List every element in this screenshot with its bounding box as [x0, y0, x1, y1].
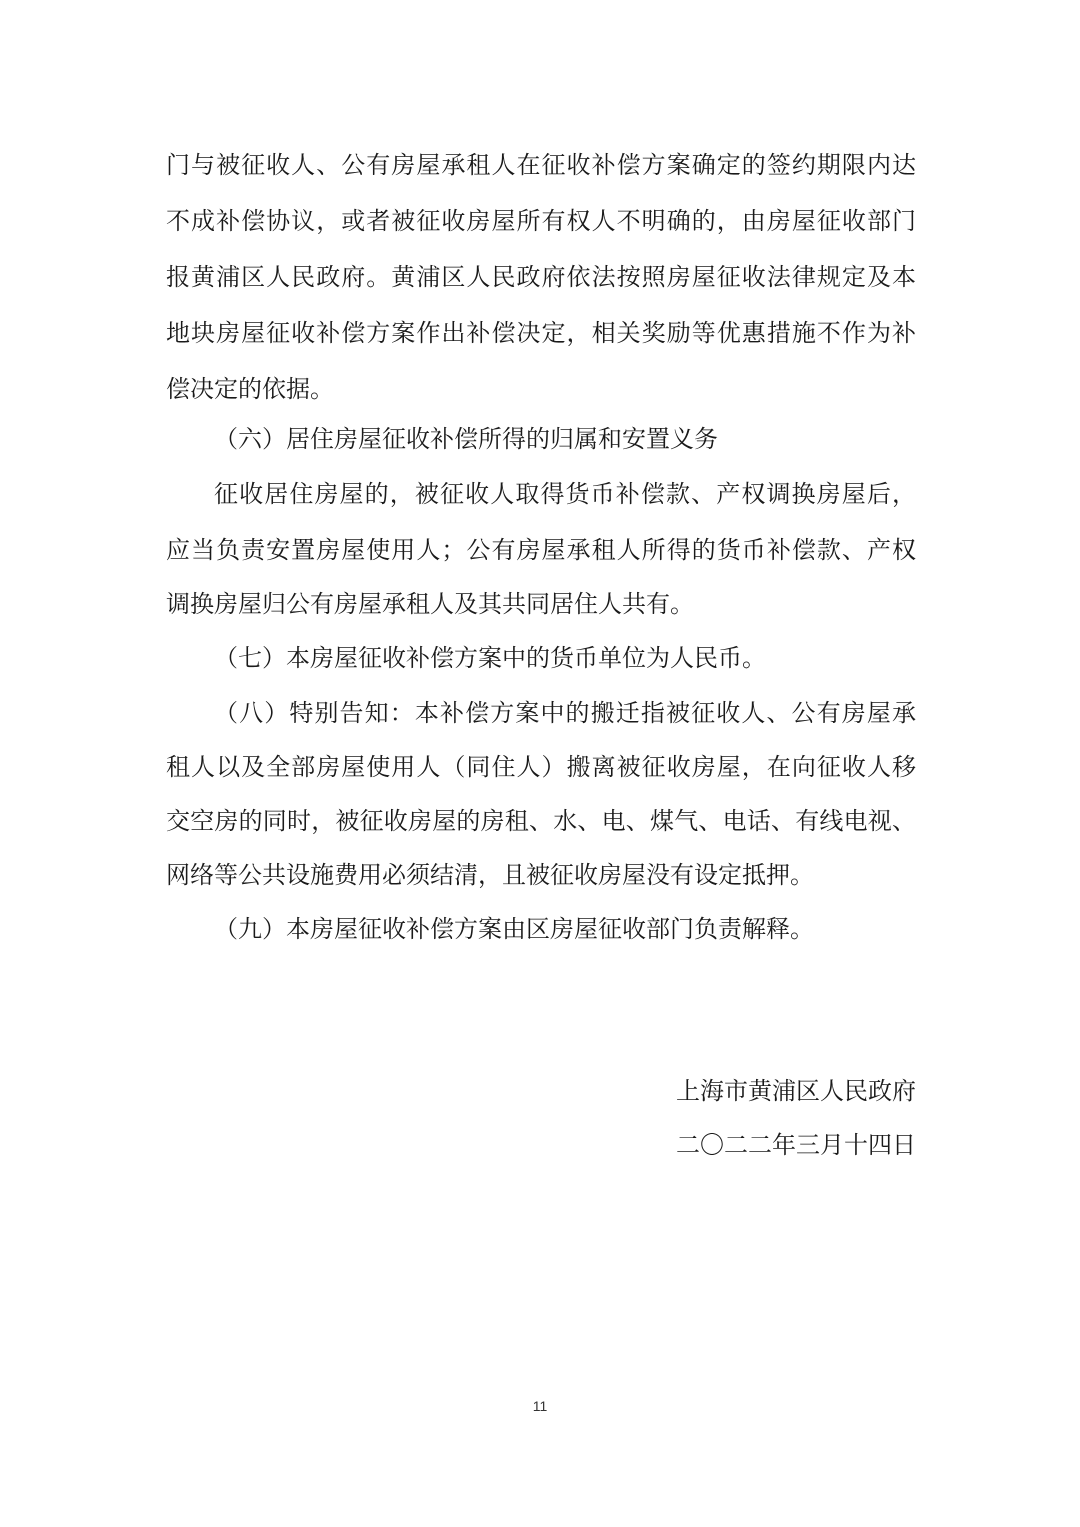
- paragraph-line: 网络等公共设施费用必须结清，且被征收房屋没有设定抵押。: [166, 861, 814, 889]
- issuer-name: 上海市黄浦区人民政府: [676, 1077, 916, 1105]
- paragraph-line: 调换房屋归公有房屋承租人及其共同居住人共有。: [166, 590, 694, 618]
- section-heading: （六）居住房屋征收补偿所得的归属和安置义务: [214, 425, 718, 453]
- paragraph-line: 不成补偿协议，或者被征收房屋所有权人不明确的，由房屋征收部门: [166, 207, 916, 235]
- section-heading: （七）本房屋征收补偿方案中的货币单位为人民币。: [214, 644, 766, 672]
- paragraph-line: 偿决定的依据。: [166, 375, 334, 403]
- paragraph-line: 报黄浦区人民政府。黄浦区人民政府依法按照房屋征收法律规定及本: [166, 263, 916, 291]
- paragraph-line: 交空房的同时，被征收房屋的房租、水、电、煤气、电话、有线电视、: [166, 807, 916, 835]
- page-number: 11: [532, 1398, 548, 1414]
- paragraph-line: 租人以及全部房屋使用人（同住人）搬离被征收房屋，在向征收人移: [166, 753, 916, 781]
- section-heading: （八）特别告知：本补偿方案中的搬迁指被征收人、公有房屋承: [214, 699, 916, 727]
- paragraph-line: 征收居住房屋的，被征收人取得货币补偿款、产权调换房屋后，: [214, 480, 916, 508]
- paragraph-line: 地块房屋征收补偿方案作出补偿决定，相关奖励等优惠措施不作为补: [166, 319, 916, 347]
- section-heading: （九）本房屋征收补偿方案由区房屋征收部门负责解释。: [214, 915, 814, 943]
- paragraph-line: 应当负责安置房屋使用人；公有房屋承租人所得的货币补偿款、产权: [166, 536, 916, 564]
- issue-date: 二〇二二年三月十四日: [676, 1131, 916, 1159]
- paragraph-line: 门与被征收人、公有房屋承租人在征收补偿方案确定的签约期限内达: [166, 151, 916, 179]
